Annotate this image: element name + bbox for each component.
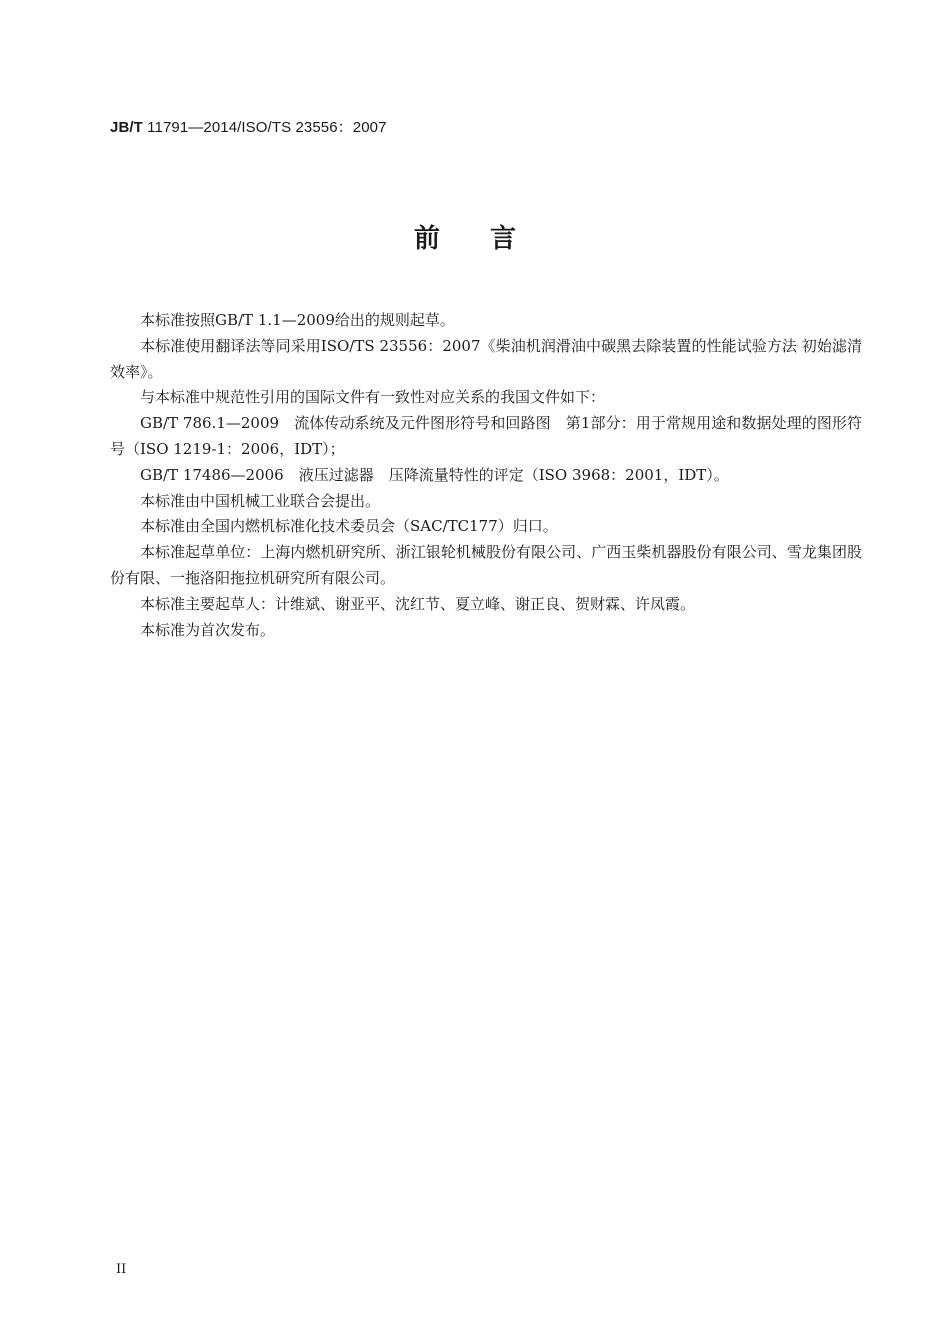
standard-number [110,116,387,137]
paragraph-drafting-rules: 本标准按照GB/T 1.1—2009给出的规则起草。 [140,311,455,329]
standard-number-suffix: 11791—2014/ISO/TS 23556：2007 [142,119,387,136]
paragraph-committee: 本标准由全国内燃机标准化技术委员会（SAC/TC177）归口。 [140,517,558,536]
standard-number-prefix: JB/T [110,119,143,136]
page-title: 前言 [413,224,566,254]
paragraph-reference-2: GB/T 17486—2006 液压过滤器 压降流量特性的评定（ISO 3968：2001，IDT）。 [140,465,729,484]
paragraph-drafting-units: 本标准起草单位：上海内燃机研究所、浙江银轮机械股份有限公司、广西玉柴机器股份有限公司、雪龙集团股份有限、一拖洛阳拖拉机研究所有限公司。 [110,543,862,587]
paragraph-adoption: 本标准使用翻译法等同采用ISO/TS 23556：2007《柴油机润滑油中碳黑去除装置的性能试验方法 初始滤清效率》。 [110,336,862,381]
paragraph-reference-intro: 与本标准中规范性引用的国际文件有一致性对应关系的我国文件如下： [140,388,606,407]
paragraph-reference-1: GB/T 786.1—2009 流体传动系统及元件图形符号和回路图 第1部分：用于常规用途和数据处理的图形符号（ISO 1219-1：2006，IDT）； [110,414,862,458]
paragraph-first-release: 本标准为首次发布。 [140,620,276,639]
page-number: II [116,1262,127,1277]
foreword-body [110,308,862,643]
paragraph-drafters: 本标准主要起草人：计维斌、谢亚平、沈红节、夏立峰、谢正良、贺财霖、许凤霞。 [140,594,696,613]
paragraph-proposer: 本标准由中国机械工业联合会提出。 [140,491,381,510]
